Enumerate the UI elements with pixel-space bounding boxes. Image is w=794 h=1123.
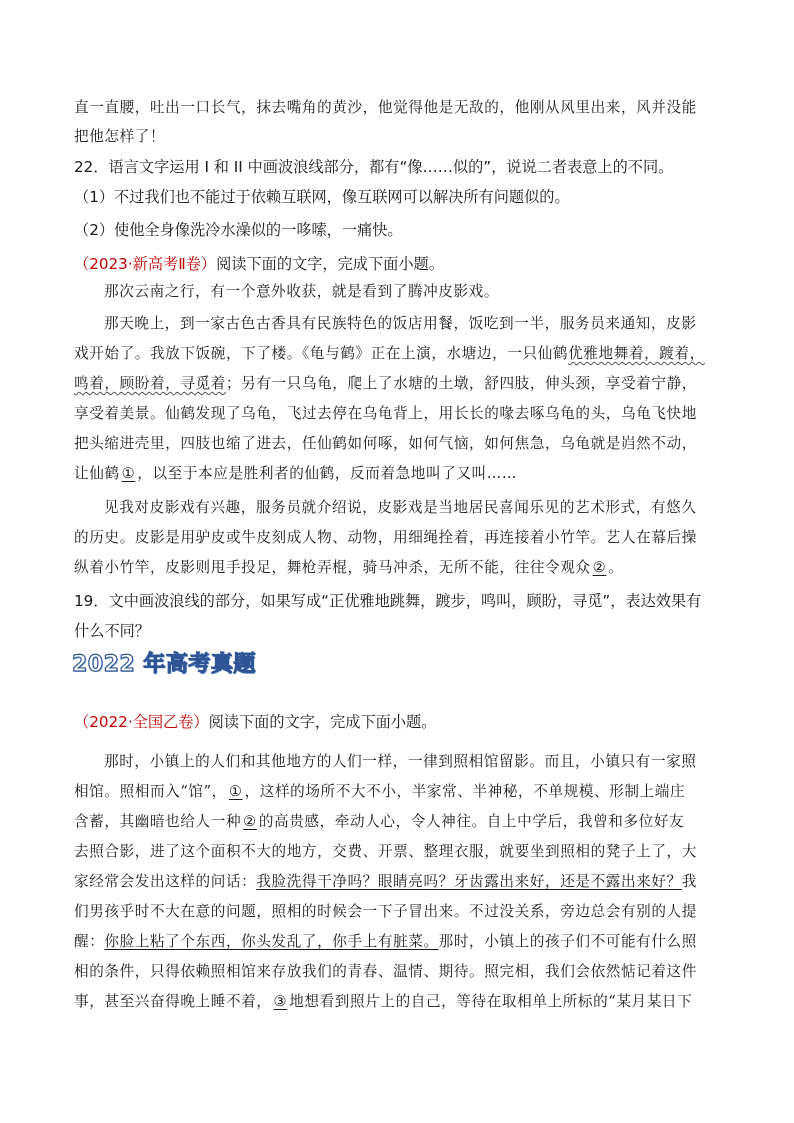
text-run: ，以至于本应是胜利者的仙鹤，反而着急地叫了又叫…… — [137, 465, 518, 482]
paragraph-line: 享受着美景。仙鹤发现了乌龟，飞过去停在乌龟背上，用长长的喙去啄乌龟的头，乌龟飞快地 — [74, 405, 697, 422]
paragraph-line: 把头缩进壳里，四肢也缩了进去，任仙鹤如何啄，如何气恼，如何焦急，乌龟就是岿然不动， — [74, 435, 697, 452]
text-run: 事，甚至兴奋得晚上睡不着， — [74, 993, 272, 1010]
question-22-item-1: （1）不过我们也不能过于依赖互联网，像互联网可以解决所有问题似的。 — [74, 188, 570, 206]
blank-1: ① — [121, 465, 136, 482]
text-run: 我 — [681, 873, 697, 890]
text-run: 纵着小竹竿，皮影则甩手投足，舞枪弄棍，骑马冲杀，无所不能，往往令观众 — [74, 559, 591, 576]
blank-2: ② — [592, 559, 607, 576]
text-run: 那时，小镇上的孩子们不可能有什么照 — [438, 933, 697, 950]
underlined-text: 我脸洗得干净吗？眼睛亮吗？牙齿露出来好，还是不露出来好？ — [256, 873, 682, 890]
text-run: 含蓄，其幽暗也给人一种 — [74, 813, 242, 830]
underlined-text: 你脸上粘了个东西，你头发乱了，你手上有脏菜。 — [104, 933, 439, 950]
source-close-paren: ） — [193, 713, 209, 731]
text-run: 让仙鹤 — [74, 465, 120, 482]
blank-1: ① — [228, 783, 243, 800]
paragraph-line: 去照合影，进了这个面积不大的地方，交费、开票、整理衣服，就要坐到照相的凳子上了，大 — [74, 843, 697, 860]
blank-2: ② — [243, 813, 257, 830]
text-run: ，这样的场所不大不小，半家常、半神秘，不单规模、形制上端庄 — [244, 783, 686, 800]
text-run: 地想看到照片上的自己，等待在取相单上所标的“某月某日下 — [289, 993, 693, 1010]
paragraph-line — [74, 342, 705, 366]
paragraph-line: 那天晚上，到一家古色古香具有民族特色的饭店用餐，饭吃到一半，服务员来通知，皮影 — [104, 315, 697, 332]
source-open-paren: （ — [74, 713, 90, 731]
question-22-item-2: （2）使他全身像洗冷水澡似的一哆嗦，一痛快。 — [74, 221, 403, 239]
section-2023-header — [74, 252, 444, 276]
paragraph-line — [74, 870, 697, 894]
text-run: 醒： — [74, 933, 105, 950]
paragraph-line — [74, 372, 697, 396]
passage-line: 把他怎样了！ — [74, 128, 166, 145]
paragraph-line — [74, 810, 684, 834]
paragraph-line: 相的条件，只得依赖照相馆来存放我们的青春、温情、期待。照完相，我们会依然惦记着这件 — [74, 963, 697, 980]
paragraph-line: 那时，小镇上的人们和其他地方的人们一样，一律到照相馆留影。而且，小镇只有一家照 — [104, 753, 697, 770]
text-run: 戏开始了。我放下饭碗，下了楼。《龟与鹤》正在上演，水塘边，一只仙鹤 — [74, 345, 569, 362]
question-19: 19．文中画波浪线的部分，如果写成“正优雅地跳舞，踱步，鸣叫，顾盼，寻觅”，表达效果有 — [74, 592, 702, 610]
question-19-cont: 什么不同？ — [74, 622, 150, 640]
question-22: 22．语言文字运用 I 和 II 中画波浪线部分，都有“像……似的”，说说二者表意上的不同。 — [74, 158, 674, 176]
section-2022-header — [74, 710, 436, 734]
source-label: 2023·新高考Ⅱ卷 — [89, 255, 201, 273]
paragraph-line: 们男孩乎时不大在意的问题，照相的时候会一下子冒出来。不过没关系，旁边总会有别的人提 — [74, 903, 697, 920]
wavy-underlined-text: 鸣着，顾盼着，寻觅着 — [74, 375, 226, 392]
paragraph-line — [74, 462, 517, 486]
paragraph-line — [74, 990, 692, 1014]
text-run: 的高贵感，牵动人心，令人神往。自上中学后，我曾和多位好友 — [258, 813, 685, 830]
source-label: 2022·全国乙卷 — [89, 713, 194, 731]
paragraph-line: 那次云南之行，有一个意外收获，就是看到了腾冲皮影戏。 — [104, 283, 500, 300]
blank-3: ③ — [273, 993, 288, 1010]
paragraph-line — [74, 930, 697, 954]
paragraph-line — [74, 556, 623, 580]
text-run: 家经常会发出这样的问话： — [74, 873, 257, 890]
paragraph-line — [74, 780, 685, 804]
passage-line: 直一直腰，吐出一口长气，抹去嘴角的黄沙，他觉得他是无敌的，他刚从风里出来，风并没能 — [74, 99, 697, 116]
text-run: 相馆。照相而入“馆”， — [74, 783, 227, 800]
text-run: ；另有一只乌龟，爬上了水塘的土墩，舒四肢，伸头颈，享受着宁静， — [225, 375, 697, 392]
source-open-paren: （ — [74, 255, 90, 273]
instruction: 阅读下面的文字，完成下面小题。 — [216, 255, 444, 273]
instruction: 阅读下面的文字，完成下面小题。 — [208, 713, 437, 731]
paragraph-line: 见我对皮影戏有兴趣，服务员就介绍说，皮影戏是当地居民喜闻乐见的艺术形式，有悠久 — [104, 499, 697, 516]
text-run: 。 — [608, 559, 624, 576]
source-close-paren: ） — [200, 255, 217, 273]
paragraph-line: 的历史。皮影是用驴皮或牛皮刻成人物、动物，用细绳拴着，再连接着小竹竿。艺人在幕后操 — [74, 529, 697, 546]
section-heading-2022: 2022 年高考真题 — [72, 652, 256, 677]
wavy-underlined-text: 优雅地舞着，踱着， — [568, 345, 705, 362]
